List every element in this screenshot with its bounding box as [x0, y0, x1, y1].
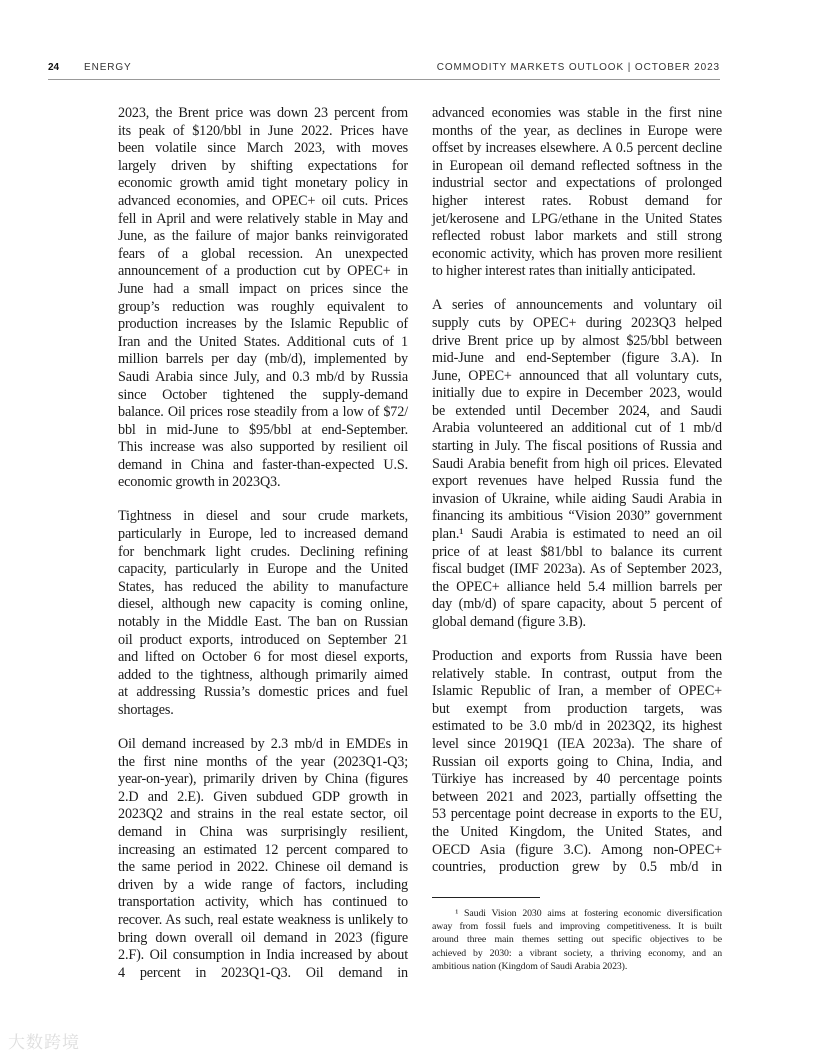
- left-text-column: [118, 105, 408, 999]
- text-line: 4 percent in 2023Q1-Q3. Oil demand in: [118, 964, 408, 981]
- text-line: recover. As such, real estate weakness is unlikely to: [118, 911, 408, 928]
- text-line: day (mb/d) of spare capacity, about 5 percent of: [432, 596, 722, 613]
- text-line: bbl in mid-June to $95/bbl at end-September.: [118, 421, 408, 438]
- watermark-logo: 大数跨境: [8, 1033, 80, 1053]
- text-line: shortages.: [118, 701, 174, 718]
- text-line: relatively stable. In contrast, output from the: [432, 665, 722, 682]
- text-line: countries, production grew by 0.5 mb/d in: [432, 859, 722, 876]
- text-line: the same period in 2022. Chinese oil demand is: [118, 859, 408, 876]
- footnote-divider: [432, 897, 540, 898]
- paragraph: [118, 508, 408, 719]
- text-line: advanced economies, and OPEC+ oil cuts. Prices: [118, 192, 408, 209]
- text-line: away from fossil fuels and improving competitiveness. It is built: [432, 921, 722, 933]
- text-line: advanced economies was stable in the first nine: [432, 105, 722, 121]
- text-line: but exempt from production targets, was: [432, 700, 722, 717]
- text-line: months of the year, as declines in Europe were: [432, 122, 722, 139]
- text-line: ¹ Saudi Vision 2030 aims at fostering economic diversification: [432, 908, 722, 919]
- text-line: largely driven by shifting expectations for: [118, 157, 408, 174]
- text-line: notably in the Middle East. The ban on Russian: [118, 614, 408, 631]
- text-line: OECD Asia (figure 3.C). Among non-OPEC+: [432, 841, 722, 858]
- text-line: estimated to be 3.0 mb/d in 2023Q2, its highest: [432, 718, 722, 735]
- text-line: the first nine months of the year (2023Q1-Q3;: [118, 753, 408, 770]
- text-line: Russian oil exports going to China, India, and: [432, 753, 722, 770]
- text-line: price of at least $81/bbl to balance its current: [432, 543, 722, 560]
- text-line: 53 percentage point decrease in exports to the EU,: [432, 806, 722, 823]
- text-line: drive Brent price up by almost $25/bbl between: [432, 332, 722, 349]
- text-line: Tightness in diesel and sour crude markets,: [118, 508, 408, 525]
- text-line: mid-June and end-September (figure 3.A). In: [432, 350, 722, 367]
- page-number: 24: [48, 62, 60, 73]
- text-line: 2023, the Brent price was down 23 percent from: [118, 105, 408, 121]
- text-line: 2.D and 2.E). Given subdued GDP growth in: [118, 788, 408, 805]
- text-line: oil product exports, introduced on September 21: [118, 631, 408, 648]
- text-line: Saudi Arabia since July, and 0.3 mb/d by Russia: [118, 368, 408, 385]
- text-line: Saudi Arabia benefit from high oil prices. Elevated: [432, 455, 722, 472]
- text-line: higher interest rates. Robust demand for: [432, 192, 722, 209]
- text-line: production increases by the Islamic Republic of: [118, 316, 408, 333]
- text-line: ambitious nation (Kingdom of Saudi Arabia 2023).: [432, 960, 628, 972]
- text-line: industrial sector and expectations of prolonged: [432, 175, 722, 192]
- text-line: fiscal budget (IMF 2023a). As of September 2023,: [432, 561, 722, 578]
- right-text-column: [432, 105, 722, 893]
- text-line: bring down overall oil demand in 2023 (figure: [118, 929, 408, 946]
- text-line: between 2021 and 2023, partially offsetting the: [432, 788, 722, 805]
- text-line: been volatile since March 2023, with moves: [118, 140, 408, 157]
- text-line: Iran and the United States. Additional cuts of 1: [118, 333, 408, 350]
- text-line: plan.¹ Saudi Arabia is estimated to need an oil: [432, 526, 722, 543]
- text-line: driven by a wide range of factors, including: [118, 876, 408, 893]
- text-line: Oil demand increased by 2.3 mb/d in EMDEs in: [118, 735, 408, 752]
- paragraph: [432, 907, 722, 973]
- text-line: diesel, although new capacity is coming online,: [118, 596, 408, 613]
- text-line: balance. Oil prices rose steadily from a low of $72/: [118, 404, 408, 421]
- text-line: and lifted on October 6 for most diesel exports,: [118, 649, 408, 666]
- text-line: jet/kerosene and LPG/ethane in the United States: [432, 210, 722, 227]
- text-line: since October tightened the supply-demand: [118, 386, 408, 403]
- text-line: economic activity, which has proven more resilient: [432, 245, 722, 262]
- text-line: level since 2019Q1 (IEA 2023a). The share of: [432, 735, 722, 752]
- text-line: capacity, particularly in Europe and the United: [118, 561, 408, 578]
- text-line: added to the tightness, although primarily aimed: [118, 666, 408, 683]
- text-line: invasion of Ukraine, while aiding Saudi Arabia in: [432, 490, 722, 507]
- text-line: 2.F). Oil consumption in India increased by about: [118, 947, 408, 964]
- text-line: Production and exports from Russia have been: [432, 648, 722, 664]
- text-line: June, as the failure of major banks reinvigorated: [118, 228, 408, 245]
- text-line: transportation activity, which has continued to: [118, 894, 408, 911]
- text-line: to higher interest rates than initially anticipated.: [432, 263, 696, 280]
- text-line: States, has reduced the ability to manufacture: [118, 578, 408, 595]
- header-divider: [48, 79, 720, 80]
- footnote: [432, 907, 722, 989]
- paragraph: [118, 736, 408, 982]
- paragraph: [118, 105, 408, 492]
- section-name: ENERGY: [84, 62, 132, 73]
- text-line: Arabia volunteered an additional cut of 1 mb/d: [432, 420, 722, 437]
- text-line: demand in China and faster-than-expected U.S.: [118, 456, 408, 473]
- text-line: initially due to expire in December 2023, would: [432, 385, 722, 402]
- text-line: A series of announcements and voluntary oil: [432, 297, 722, 314]
- text-line: supply cuts by OPEC+ during 2023Q3 helped: [432, 314, 722, 331]
- text-line: around three main themes setting out specific objectives to be: [432, 934, 722, 946]
- text-line: reflected robust labor markets and still strong: [432, 228, 722, 245]
- paragraph: [432, 648, 722, 877]
- text-line: particularly in Europe, led to increased demand: [118, 526, 408, 543]
- text-line: June had a small impact on prices since the: [118, 280, 408, 297]
- page-header: [48, 62, 720, 78]
- text-line: global demand (figure 3.B).: [432, 614, 586, 631]
- text-line: in European oil demand reflected softness in the: [432, 157, 722, 174]
- text-line: be extended until December 2024, and Saudi: [432, 402, 722, 419]
- text-line: Türkiye has increased by 40 percentage points: [432, 771, 722, 788]
- text-line: 2023Q2 and strains in the real estate sector, oil: [118, 806, 408, 823]
- text-line: This increase was also supported by resilient oil: [118, 439, 408, 456]
- text-line: starting in July. The fiscal positions of Russia and: [432, 438, 722, 455]
- text-line: achieved by 2030: a vibrant society, a thriving economy, and an: [432, 947, 722, 959]
- text-line: Islamic Republic of Iran, a member of OPEC+: [432, 683, 722, 700]
- text-line: demand in China was surprisingly resilient,: [118, 823, 408, 840]
- text-line: year-on-year), primarily driven by China (figures: [118, 771, 408, 788]
- text-line: June, OPEC+ announced that all voluntary cuts,: [432, 367, 722, 384]
- text-line: at addressing Russia’s domestic prices and fuel: [118, 684, 408, 701]
- text-line: its peak of $120/bbl in June 2022. Prices have: [118, 122, 408, 139]
- text-line: export revenues have helped Russia fund the: [432, 473, 722, 490]
- text-line: economic growth in 2023Q3.: [118, 474, 281, 491]
- text-line: fears of a global recession. An unexpected: [118, 245, 408, 262]
- text-line: million barrels per day (mb/d), implemented by: [118, 351, 408, 368]
- text-line: economic growth amid tight monetary policy in: [118, 175, 408, 192]
- text-line: group’s reduction was roughly equivalent to: [118, 298, 408, 315]
- text-line: for benchmark light crudes. Declining refining: [118, 543, 408, 560]
- publication-title: COMMODITY MARKETS OUTLOOK | OCTOBER 2023: [436, 62, 720, 73]
- paragraph: [432, 105, 722, 281]
- paragraph: [432, 297, 722, 631]
- text-line: fell in April and were relatively stable in May and: [118, 210, 408, 227]
- text-line: the United Kingdom, the United States, and: [432, 823, 722, 840]
- text-line: the OPEC+ alliance held 5.4 million barrels per: [432, 578, 722, 595]
- text-line: announcement of a production cut by OPEC+ in: [118, 263, 408, 280]
- text-line: offset by increases elsewhere. A 0.5 percent decline: [432, 140, 722, 157]
- text-line: financing its ambitious “Vision 2030” government: [432, 508, 722, 525]
- text-line: increasing an estimated 12 percent compared to: [118, 841, 408, 858]
